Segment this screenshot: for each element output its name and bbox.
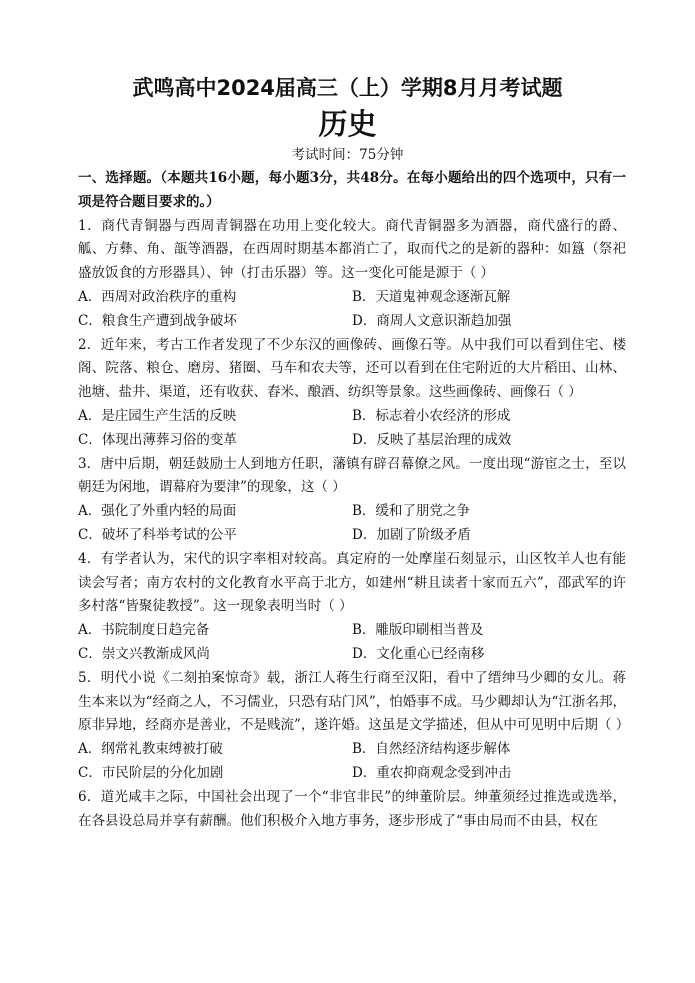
exam-time: 考试时间：75分钟 — [291, 147, 404, 163]
exam-title: 武鸣高中2024届高三（上）学期8月月考试题 — [132, 76, 563, 100]
section-label: 一、选择题。 — [78, 170, 161, 186]
subject-title: 历史 — [318, 107, 377, 141]
option-a[interactable]: A．纲常礼教束缚被打破 — [78, 741, 223, 758]
question-stem: 6．道光咸丰之际，中国社会出现了一个“非官非民”的绅董阶层。绅董须经过推选或选举，在各县设总局并享有薪酬。他们积极介入地方事务，逐步形成了“事由局而不由县，权在 — [78, 788, 626, 829]
option-b[interactable]: B．自然经济结构逐步解体 — [352, 741, 511, 758]
option-c[interactable]: C．崇文兴教渐成风尚 — [78, 645, 210, 662]
question-stem: 5．明代小说《二刻拍案惊奇》载，浙江人蒋生行商至汉阳，看中了缙绅马少卿的女儿。蒋生本来以为“经商之人，不习儒业，只恐有玷门风”，怕婚事不成。马少卿却认为“江浙名邦，原非异地，经商亦是善业，不是贱流”，遂许婚。这虽是文学描述，但从中可见明中后期（ ） — [78, 669, 630, 734]
option-d[interactable]: D．商周人文意识渐趋加强 — [352, 312, 512, 329]
question-stem: 3．唐中后期，朝廷鼓励士人到地方任职，藩镇有辟召幕僚之风。一度出现“游宦之士，至以朝廷为闲地，谓幕府为要津”的现象，这（ ） — [78, 455, 626, 496]
option-c[interactable]: C．体现出薄葬习俗的变革 — [78, 431, 237, 448]
question-5 — [78, 667, 630, 786]
option-d[interactable]: D．反映了基层治理的成效 — [352, 431, 512, 448]
question-4 — [78, 548, 626, 667]
question-list — [78, 167, 630, 833]
option-a[interactable]: A．是庄园生产生活的反映 — [78, 407, 237, 424]
section-instructions: （本题共16小题，每小题3分，共48分。在每小题给出的四个选项中，只有一项是符合题目要求的。） — [78, 170, 627, 210]
option-c[interactable]: C．市民阶层的分化加剧 — [78, 764, 224, 781]
option-c[interactable]: C．粮食生产遭到战争破坏 — [78, 312, 237, 329]
option-a[interactable]: A．书院制度日趋完备 — [78, 622, 210, 639]
option-c[interactable]: C．破坏了科举考试的公平 — [78, 526, 237, 543]
question-6 — [78, 786, 626, 834]
option-d[interactable]: D．重农抑商观念受到冲击 — [352, 764, 512, 781]
question-stem: 2．近年来，考古工作者发现了不少东汉的画像砖、画像石等。从中我们可以看到住宅、楼阁、院落、粮仓、磨房、猪圈、马车和农夫等，还可以看到在住宅附近的大片稻田、山林、池塘、盐井、渠道，还有收获、舂米、酿酒、纺织等景象。这些画像砖、画像石（ ） — [78, 336, 626, 401]
question-1 — [78, 215, 626, 334]
question-stem: 1．商代青铜器与西周青铜器在功用上变化较大。商代青铜器多为酒器，商代盛行的爵、觚、方彝、角、瓿等酒器，在西周时期基本都消亡了，取而代之的是新的器种：如簋（祭祀盛放饭食的方形器具）、钟（打击乐器）等。这一变化可能是源于（ ） — [78, 217, 626, 282]
option-a[interactable]: A．强化了外重内轻的局面 — [78, 503, 237, 520]
option-a[interactable]: A．西周对政治秩序的重构 — [78, 288, 237, 305]
option-d[interactable]: D．文化重心已经南移 — [352, 645, 485, 662]
question-stem: 4．有学者认为，宋代的识字率相对较高。真定府的一处摩崖石刻显示，山区牧羊人也有能读会写者；南方农村的文化教育水平高于北方，如建州“耕且读者十家而五六”，邵武军的许多村落“皆聚徒教授”。这一现象表明当时（ ） — [78, 550, 626, 615]
section-header — [78, 167, 626, 215]
question-3 — [78, 453, 626, 548]
question-2 — [78, 334, 626, 453]
option-b[interactable]: B．标志着小农经济的形成 — [352, 407, 511, 424]
option-b[interactable]: B．缓和了朋党之争 — [352, 503, 470, 520]
option-d[interactable]: D．加剧了阶级矛盾 — [352, 526, 471, 543]
option-b[interactable]: B．雕版印刷相当普及 — [352, 622, 484, 639]
option-b[interactable]: B．天道鬼神观念逐渐瓦解 — [352, 288, 511, 305]
